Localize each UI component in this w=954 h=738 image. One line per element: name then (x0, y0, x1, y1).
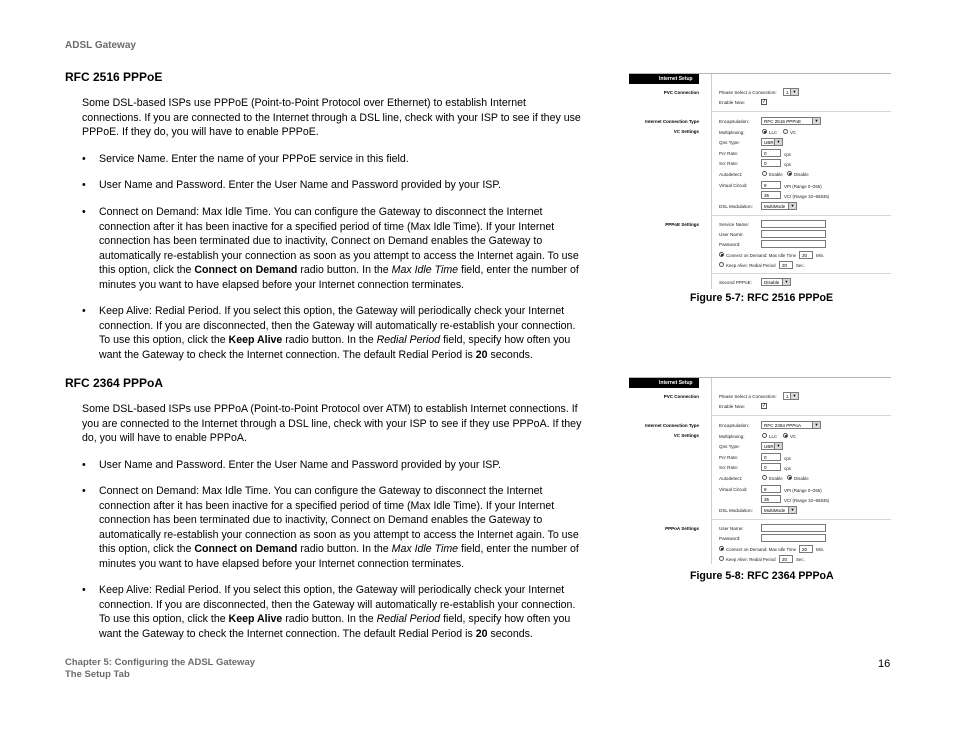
section-label-vc-settings: VC Settings (673, 433, 699, 438)
select-dsl-modulation[interactable]: MultiMode ▼ (761, 202, 797, 210)
pppoe-bullet-username-password (82, 178, 587, 193)
chevron-down-icon: ▼ (774, 443, 782, 449)
label-vc: VC (790, 434, 797, 439)
chevron-down-icon: ▼ (788, 203, 796, 209)
label-sec: Sec. (796, 557, 805, 562)
scr-rate-input[interactable]: 0 (761, 463, 781, 471)
label-llc: LLC (769, 130, 778, 135)
pppoa-bullet-keep-alive (82, 583, 587, 641)
select-qos-type[interactable]: UBR ▼ (761, 442, 783, 450)
label-select-connection: Please Select a Connection: (719, 394, 777, 399)
label-service-name: Service Name: (719, 222, 750, 227)
divider (711, 215, 891, 216)
service-name-input[interactable] (761, 220, 826, 228)
radio-autodetect-disable[interactable] (787, 171, 792, 176)
label-enable-now: Enable Now: (719, 100, 746, 105)
radio-keep-alive[interactable] (719, 556, 724, 561)
page-number: 16 (878, 658, 891, 670)
bullet-marker: • (82, 584, 86, 596)
divider (711, 273, 891, 274)
radio-keep-alive[interactable] (719, 262, 724, 267)
max-idle-time-input[interactable]: 20 (799, 251, 813, 259)
max-idle-time-input[interactable]: 20 (799, 545, 813, 553)
vci-input[interactable]: 35 (761, 191, 781, 199)
label-encapsulation: Encapsulation: (719, 423, 750, 428)
label-enable: Enable (769, 172, 783, 177)
label-disable: Disable (794, 172, 809, 177)
label-cps: cps (784, 456, 791, 461)
enable-now-checkbox[interactable]: ✓ (762, 99, 767, 105)
label-scr-rate: Scr Rate: (719, 465, 739, 470)
section-label-pppoa-settings: PPPoA Settings (665, 526, 699, 531)
label-vpi-range: VPI (Range 0~255) (784, 184, 822, 189)
label-enable-now: Enable Now: (719, 404, 746, 409)
bullet-marker: • (82, 485, 86, 497)
radio-llc[interactable] (762, 433, 767, 438)
user-name-input[interactable] (761, 230, 826, 238)
pppoe-intro-paragraph: Some DSL-based ISPs use PPPoE (Point-to-Point Protocol over Ethernet) to establish Internet connections. If you are connected to the Internet through a DSL line, check with your ISP to see if they use PPPoE. If they do, you will have to enable PPPoE. (82, 97, 581, 138)
pppoe-bullet-keep-alive (82, 304, 587, 362)
bullet-text: Connect on Demand: Max Idle Time. You can configure the Gateway to disconnect the Internet connection after it has been inactive for a specified period of time (Max Idle Time). If your Internet connection has been terminated due to inactivity, Connect on Demand enables the Gateway to automatically re-establish your connection as soon as you attempt to access the Internet again. To use this option, click the Connect on Demand radio button. In the Max Idle Time field, enter the number of minutes you want to have elapsed before your Internet connection terminates. (99, 206, 579, 291)
label-vci-range: VCI (Range 32~65535) (784, 194, 830, 199)
label-llc: LLC (769, 434, 778, 439)
select-dsl-modulation[interactable]: MultiMode ▼ (761, 506, 797, 514)
label-cps: cps (784, 162, 791, 167)
password-input[interactable] (761, 534, 826, 542)
label-keep-alive: Keep Alive: Redial Period (726, 557, 776, 562)
password-input[interactable] (761, 240, 826, 248)
label-user-name: User Name: (719, 232, 744, 237)
label-min: Min. (816, 547, 825, 552)
radio-vc[interactable] (783, 433, 788, 438)
figure-pppoa-screenshot (629, 377, 891, 564)
section-label-pvc: PVC Connection (663, 394, 699, 399)
label-vci-range: VCI (Range 32~65535) (784, 498, 830, 503)
label-autodetect: Autodetect: (719, 172, 743, 177)
label-keep-alive: Keep Alive: Redial Period (726, 263, 776, 268)
section-label-pppoe-settings: PPPoE Settings (665, 222, 699, 227)
label-qos-type: Qos Type: (719, 140, 740, 145)
pcr-rate-input[interactable]: 0 (761, 149, 781, 157)
select-qos-type[interactable]: UBR ▼ (761, 138, 783, 146)
chevron-down-icon: ▼ (812, 118, 820, 124)
radio-autodetect-enable[interactable] (762, 171, 767, 176)
select-second-pppoe[interactable]: Disable ▼ (761, 278, 791, 286)
radio-llc[interactable] (762, 129, 767, 134)
label-disable: Disable (794, 476, 809, 481)
label-cps: cps (784, 152, 791, 157)
figure-caption-pppoe: Figure 5-7: RFC 2516 PPPoE (690, 292, 834, 304)
user-name-input[interactable] (761, 524, 826, 532)
figure-pppoe-screenshot (629, 73, 891, 289)
label-virtual-circuit: Virtual Circuit: (719, 183, 748, 188)
label-sec: Sec. (796, 263, 805, 268)
label-pcr-rate: Pcr Rate: (719, 455, 739, 460)
label-vpi-range: VPI (Range 0~255) (784, 488, 822, 493)
section-label-connection-type: Internet Connection Type (645, 119, 699, 124)
radio-autodetect-disable[interactable] (787, 475, 792, 480)
chevron-down-icon: ▼ (790, 393, 798, 399)
chevron-down-icon: ▼ (788, 507, 796, 513)
label-cps: cps (784, 466, 791, 471)
pppoe-bullet-connect-on-demand (82, 205, 587, 292)
pppoa-intro-paragraph: Some DSL-based ISPs use PPPoA (Point-to-Point Protocol over ATM) to establish Internet connections. If you are connected to the Internet through a DSL line, check with your ISP to see if they use PPPoA. If they do, you will have to enable PPPoA. (82, 403, 582, 444)
label-connect-on-demand: Connect on Demand: Max Idle Time (726, 547, 797, 552)
label-select-connection: Please Select a Connection: (719, 90, 777, 95)
bullet-marker: • (82, 459, 86, 471)
vpi-input[interactable]: 8 (761, 485, 781, 493)
label-virtual-circuit: Virtual Circuit: (719, 487, 748, 492)
vpi-input[interactable]: 8 (761, 181, 781, 189)
select-connection[interactable]: 1 ▼ (783, 88, 799, 96)
label-multiplexing: Multiplexing: (719, 434, 745, 439)
bullet-text: User Name and Password. Enter the User Name and Password provided by your ISP. (99, 459, 501, 471)
radio-vc[interactable] (783, 129, 788, 134)
redial-period-input[interactable]: 20 (779, 261, 793, 269)
bullet-marker: • (82, 206, 86, 218)
bullet-marker: • (82, 153, 86, 165)
label-connect-on-demand: Connect on Demand: Max Idle Time (726, 253, 797, 258)
label-vc: VC (790, 130, 797, 135)
select-connection[interactable]: 1 ▼ (783, 392, 799, 400)
label-multiplexing: Multiplexing: (719, 130, 745, 135)
label-second-pppoe: Second PPPoE: (719, 280, 752, 285)
tab-internet-setup[interactable]: Internet Setup (629, 74, 699, 84)
label-dsl-modulation: DSL Modulation: (719, 508, 753, 513)
running-header: ADSL Gateway (65, 40, 136, 51)
enable-now-checkbox[interactable]: ✓ (762, 403, 767, 409)
label-password: Password: (719, 242, 741, 247)
bullet-text: User Name and Password. Enter the User Name and Password provided by your ISP. (99, 179, 501, 191)
divider (711, 111, 891, 112)
label-autodetect: Autodetect: (719, 476, 743, 481)
label-user-name: User Name: (719, 526, 744, 531)
scr-rate-input[interactable]: 0 (761, 159, 781, 167)
section-heading-pppoa: RFC 2364 PPPoA (65, 376, 164, 390)
vci-input[interactable]: 35 (761, 495, 781, 503)
pppoe-bullet-service-name (82, 152, 587, 167)
chevron-down-icon: ▼ (812, 422, 820, 428)
footer-section: The Setup Tab (65, 669, 130, 680)
bullet-marker: • (82, 305, 86, 317)
section-label-pvc: PVC Connection (663, 90, 699, 95)
divider (711, 519, 891, 520)
footer-chapter: Chapter 5: Configuring the ADSL Gateway (65, 657, 256, 668)
label-qos-type: Qos Type: (719, 444, 740, 449)
bullet-text: Connect on Demand: Max Idle Time. You can configure the Gateway to disconnect the Internet connection after it has been inactive for a specified period of time (Max Idle Time). If your Internet connection has been terminated due to inactivity, Connect on Demand enables the Gateway to automatically re-establish your connection as soon as you attempt to access the Internet again. To use this option, click the Connect on Demand radio button. In the Max Idle Time field, enter the number of minutes you want to have elapsed before your Internet connection terminates. (99, 485, 579, 570)
chevron-down-icon: ▼ (790, 89, 798, 95)
tab-internet-setup[interactable]: Internet Setup (629, 378, 699, 388)
section-heading-pppoe: RFC 2516 PPPoE (65, 70, 163, 84)
bullet-marker: • (82, 179, 86, 191)
label-encapsulation: Encapsulation: (719, 119, 750, 124)
redial-period-input[interactable]: 20 (779, 555, 793, 563)
figure-caption-pppoa: Figure 5-8: RFC 2364 PPPoA (690, 570, 834, 582)
chevron-down-icon: ▼ (782, 279, 790, 285)
label-password: Password: (719, 536, 741, 541)
select-encapsulation[interactable]: RFC 2364 PPPoA ▼ (761, 421, 821, 429)
select-encapsulation[interactable]: RFC 2516 PPPoE ▼ (761, 117, 821, 125)
divider (711, 415, 891, 416)
radio-connect-on-demand[interactable] (719, 546, 724, 551)
label-pcr-rate: Pcr Rate: (719, 151, 739, 156)
bullet-text: Keep Alive: Redial Period. If you select this option, the Gateway will periodically check your Internet connection. If you are disconnected, then the Gateway will automatically re-establish your connection. To use this option, click the Keep Alive radio button. In the Redial Period field, specify how often you want the Gateway to check the Internet connection. The default Redial Period is 20 seconds. (99, 305, 576, 361)
radio-connect-on-demand[interactable] (719, 252, 724, 257)
pcr-rate-input[interactable]: 0 (761, 453, 781, 461)
label-scr-rate: Scr Rate: (719, 161, 739, 166)
chevron-down-icon: ▼ (774, 139, 782, 145)
radio-autodetect-enable[interactable] (762, 475, 767, 480)
bullet-text: Keep Alive: Redial Period. If you select this option, the Gateway will periodically check your Internet connection. If you are disconnected, then the Gateway will automatically re-establish your connection. To use this option, click the Keep Alive radio button. In the Redial Period field, specify how often you want the Gateway to check the Internet connection. The default Redial Period is 20 seconds. (99, 584, 576, 640)
label-min: Min. (816, 253, 825, 258)
section-label-vc-settings: VC Settings (673, 129, 699, 134)
pppoa-bullet-connect-on-demand (82, 484, 587, 571)
section-label-connection-type: Internet Connection Type (645, 423, 699, 428)
pppoa-bullet-username-password (82, 458, 587, 473)
label-dsl-modulation: DSL Modulation: (719, 204, 753, 209)
bullet-text: Service Name. Enter the name of your PPPoE service in this field. (99, 153, 409, 165)
label-enable: Enable (769, 476, 783, 481)
